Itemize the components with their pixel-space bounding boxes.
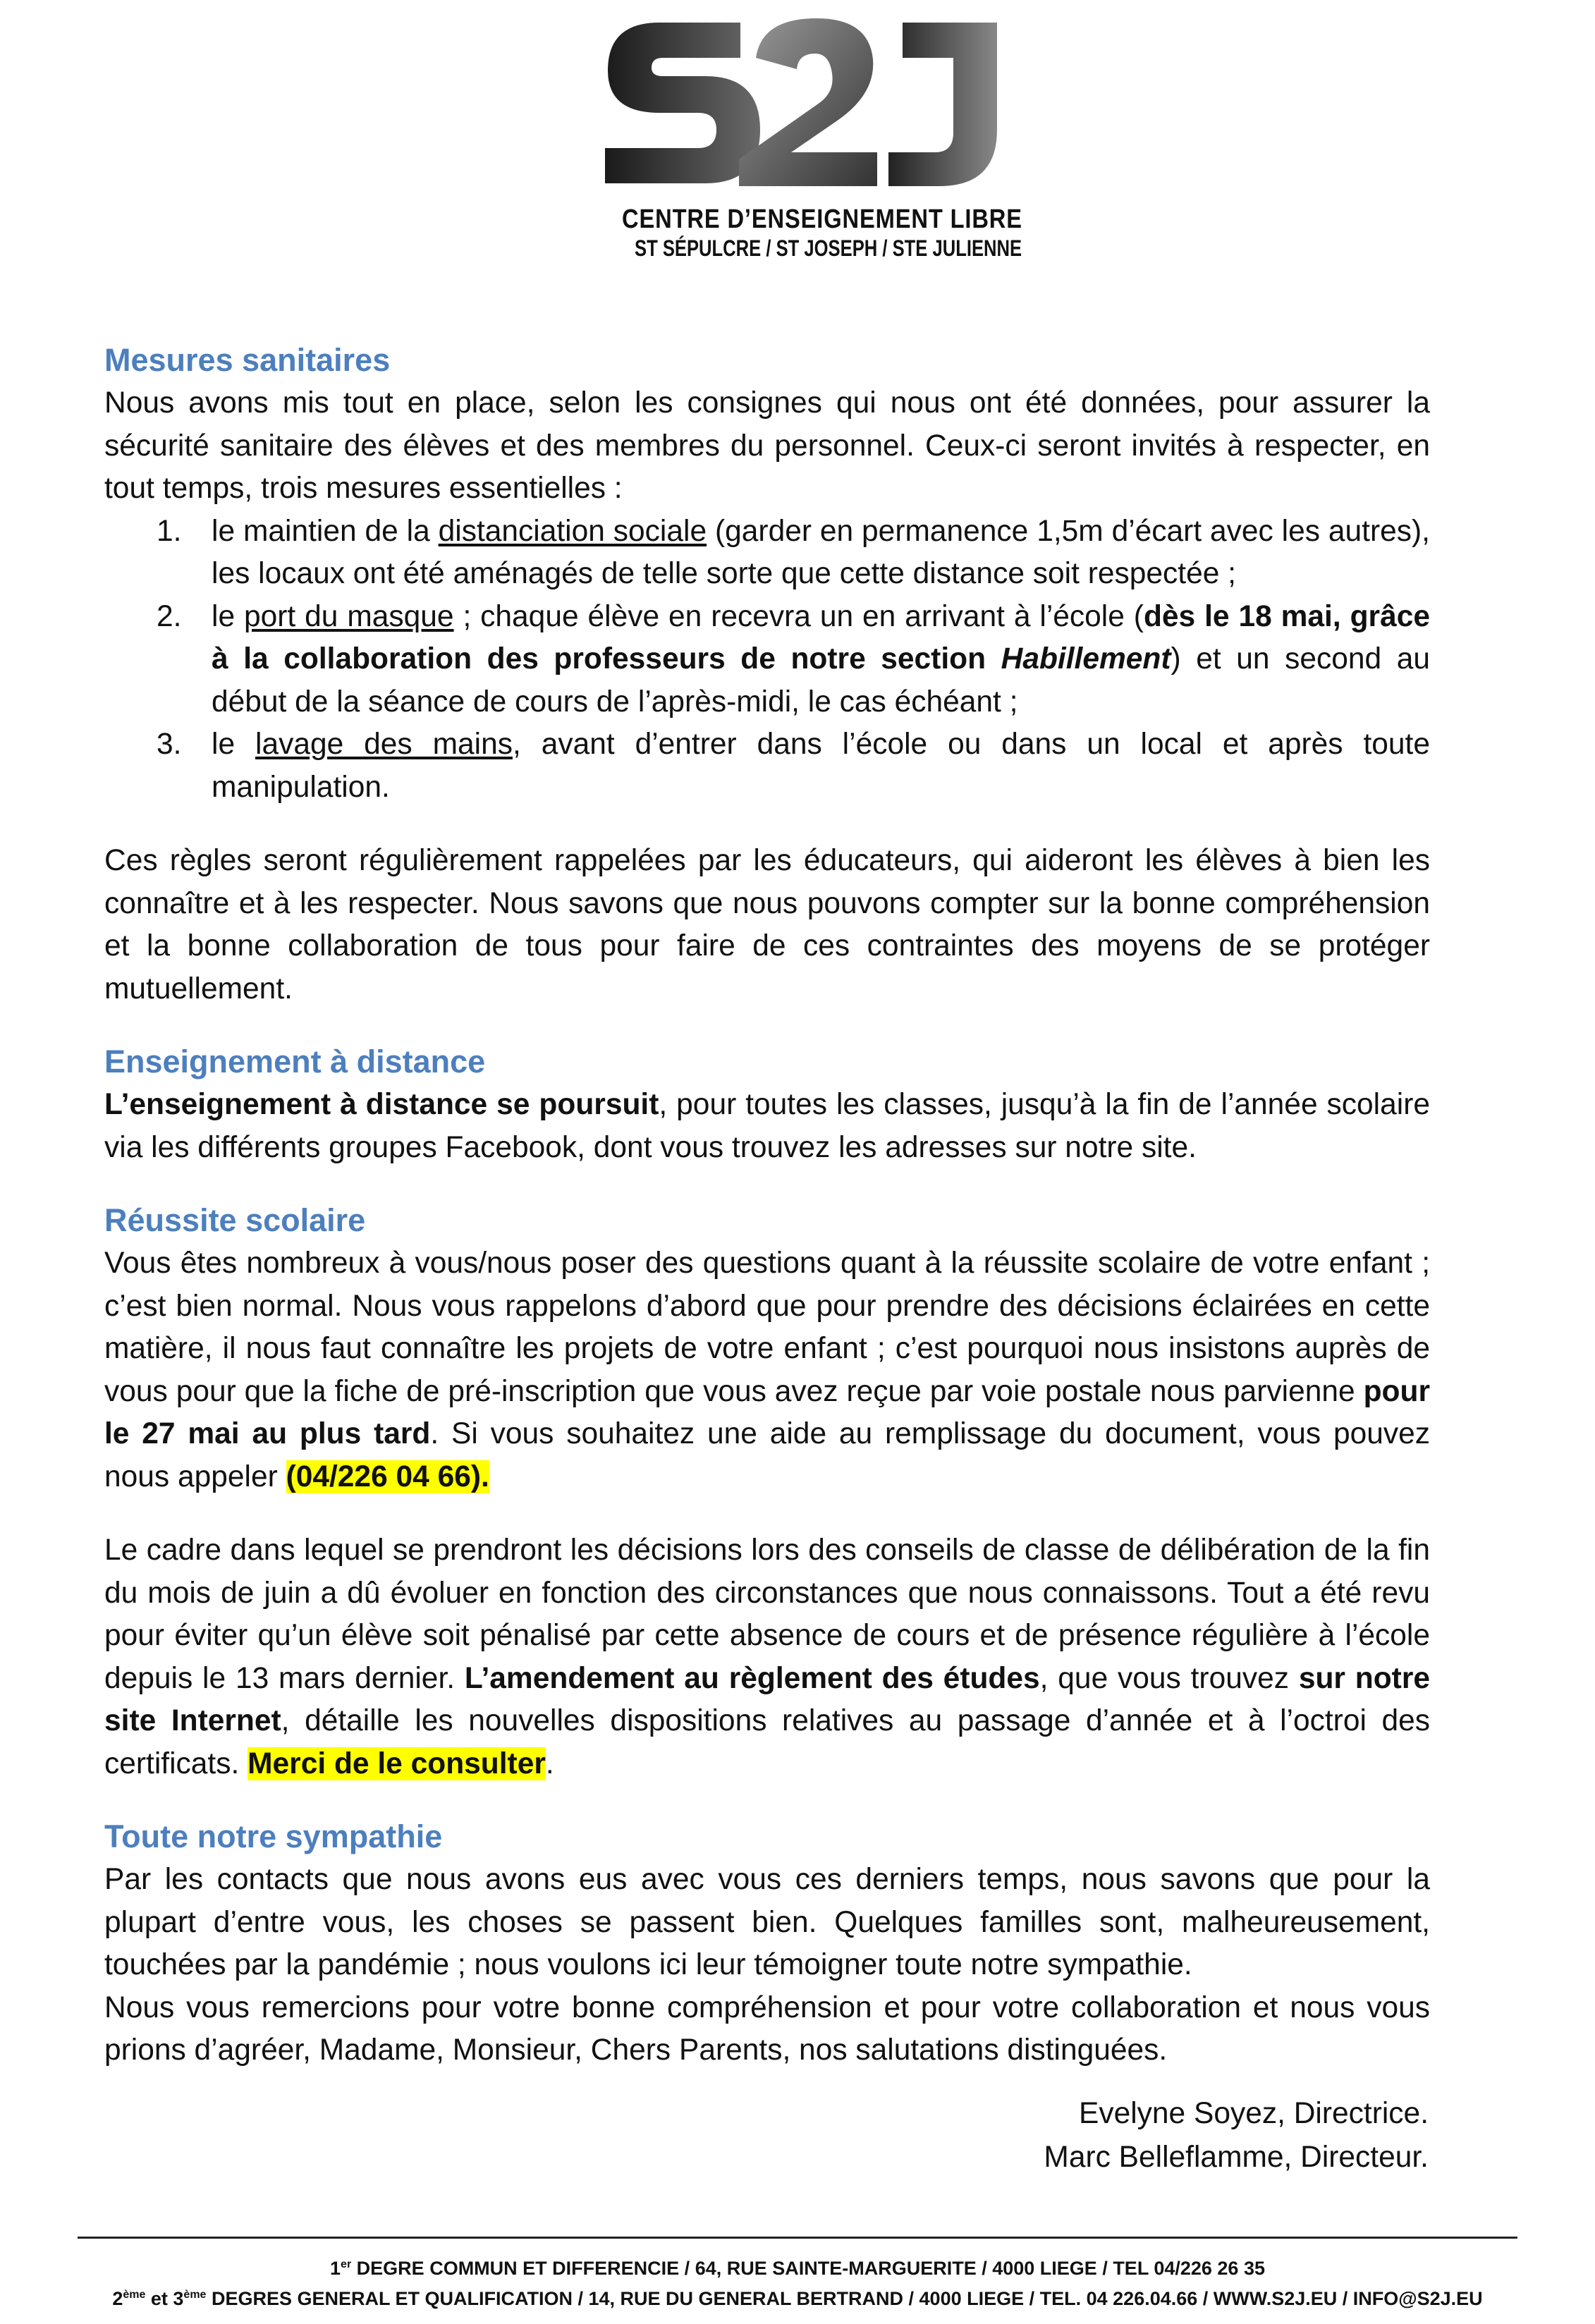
list-number: 2. xyxy=(157,599,182,633)
footer-sup: ème xyxy=(183,2289,207,2301)
footer xyxy=(0,2251,1595,2312)
phone-highlight: (04/226 04 66). xyxy=(286,1460,489,1493)
item-underlined: distanciation sociale xyxy=(438,514,707,548)
site-bold: sur notre site Internet xyxy=(104,1661,1431,1737)
section-title-reussite: Réussite scolaire xyxy=(104,1202,366,1238)
reussite-text: Vous êtes nombreux à vous/nous poser des questions quant à la réussite scolaire de votre enfant ; c’est bien normal. Nous vous rappelons d’abord que pour prendre des décisions éclairées en cette matière, il nous faut connaître les projets de votre enfant ; c’est pourquoi nous insistons auprès de vous pour que la fiche de pré-inscription que vous avez reçue par voie postale nous parvienne xyxy=(104,1247,1430,1408)
footer-line-1 xyxy=(0,2251,1595,2282)
item-text: ; chaque élève en recevra un en arrivant à l’école ( xyxy=(453,599,1144,633)
list-item xyxy=(157,723,1430,809)
list-number: 1. xyxy=(157,514,182,548)
reussite-text: . Si vous souhaitez une aide au remplissage du document, vous pouvez nous appeler xyxy=(104,1417,1430,1493)
item-bold-italic: Habillement xyxy=(1001,642,1171,675)
mesures-list xyxy=(104,510,1430,809)
reussite-text: , détaille les nouvelles dispositions relatives au passage d’année et à l’octroi des certificats. xyxy=(104,1704,1431,1780)
item-underlined: port du masque xyxy=(244,599,454,633)
consult-highlight: Merci de le consulter xyxy=(248,1747,546,1780)
distance-bold: L’enseignement à distance se poursuit xyxy=(104,1088,659,1121)
item-text: le xyxy=(212,599,244,633)
item-underlined: lavage des mains xyxy=(255,728,513,761)
footer-text: DEGRE COMMUN ET DIFFERENCIE / 64, RUE SAINTE-MARGUERITE / 4000 LIEGE / TEL 04/226 26 35 xyxy=(351,2258,1265,2279)
reussite-text: , que vous trouvez xyxy=(1039,1661,1299,1695)
list-item xyxy=(157,596,1430,724)
footer-line-2 xyxy=(0,2282,1595,2312)
footer-sup: er xyxy=(341,2258,352,2270)
mesures-rules: Ces règles seront régulièrement rappelées par les éducateurs, qui aideront les élèves à bien les connaître et à les respecter. Nous savons que nous pouvons compter sur la bonne compréhension et la bonne collaboration de tous pour faire de ces contraintes des moyens de se protéger mutuellement. xyxy=(104,844,1430,1005)
s2j-logo-mark xyxy=(592,8,1015,200)
deadline-bold: pour le 27 mai au plus tard xyxy=(104,1374,1430,1450)
sympathie-paragraph-2: Nous vous remercions pour votre bonne compréhension et pour votre collaboration et nous vous prions d’agréer, Madame, Monsieur, Chers Parents, nos salutations distinguées. xyxy=(104,1990,1430,2067)
list-item xyxy=(157,510,1430,596)
reussite-text: . xyxy=(545,1747,554,1780)
item-text: ) et un second au début de la séance de cours de l’après-midi, le cas échéant ; xyxy=(212,642,1430,718)
footer-text: DEGRES GENERAL ET QUALIFICATION / 14, RUE DU GENERAL BERTRAND / 4000 LIEGE / TEL. 04 226.04.66 / WWW.S2J.EU / INFO@S2J.EU xyxy=(206,2288,1483,2309)
logo-title: CENTRE D’ENSEIGNEMENT LIBRE xyxy=(622,204,1022,234)
reussite-paragraph-1 xyxy=(104,1242,1430,1498)
section-title-sympathie: Toute notre sympathie xyxy=(104,1818,443,1854)
distance-text xyxy=(104,1084,1430,1169)
footer-text: 1 xyxy=(330,2258,341,2279)
item-text: (garder en permanence 1,5m d’écart avec les autres), les locaux ont été aménagés de telle sorte que cette distance soit respectée ; xyxy=(212,514,1430,590)
signature-block xyxy=(1044,2092,1429,2179)
section-title-distance: Enseignement à distance xyxy=(104,1044,486,1080)
item-bold: dès le 18 mai, grâce à la collaboration des professeurs de notre section xyxy=(212,599,1430,675)
reussite-paragraph-2 xyxy=(104,1529,1430,1785)
signature-directeur: Marc Belleflamme, Directeur. xyxy=(1044,2141,1429,2174)
footer-divider xyxy=(78,2237,1517,2239)
mesures-intro: Nous avons mis tout en place, selon les consignes qui nous ont été données, pour assurer la sécurité sanitaire des élèves et des membres du personnel. Ceux-ci seront invités à respecter, en tout temps, trois mesures essentielles : xyxy=(104,386,1430,505)
logo-subtitle: ST SÉPULCRE / ST JOSEPH / STE JULIENNE xyxy=(635,236,1022,261)
school-logo xyxy=(592,8,1022,271)
list-number: 3. xyxy=(157,728,182,761)
amendement-bold: L’amendement au règlement des études xyxy=(464,1661,1040,1695)
footer-text: 2 xyxy=(112,2288,123,2309)
item-text: le xyxy=(212,728,255,761)
reussite-text: Le cadre dans lequel se prendront les décisions lors des conseils de classe de délibération de la fin du mois de juin a dû évoluer en fonction des circonstances que nous connaissons. Tout a été revu pour éviter qu’un élève soit pénalisé par cette absence de cours et de présence régulière à l’école depuis le 13 mars dernier. xyxy=(104,1534,1430,1695)
letter-body xyxy=(104,338,1430,2072)
distance-body: , pour toutes les classes, jusqu’à la fin de l’année scolaire via les différents groupes Facebook, dont vous trouvez les adresses sur notre site. xyxy=(104,1088,1430,1164)
item-text: , avant d’entrer dans l’école ou dans un local et après toute manipulation. xyxy=(212,728,1430,804)
section-title-mesures: Mesures sanitaires xyxy=(104,342,391,378)
footer-sup: ème xyxy=(123,2289,146,2301)
footer-text: et 3 xyxy=(145,2288,184,2309)
item-text: le maintien de la xyxy=(212,514,439,548)
sympathie-paragraph-1: Par les contacts que nous avons eus avec vous ces derniers temps, nous savons que pour la plupart d’entre vous, les choses se passent bien. Quelques familles sont, malheureusement, touchées par la pandémie ; nous voulons ici leur témoigner toute notre sympathie. xyxy=(104,1863,1430,1981)
signature-directrice: Evelyne Soyez, Directrice. xyxy=(1078,2097,1429,2130)
